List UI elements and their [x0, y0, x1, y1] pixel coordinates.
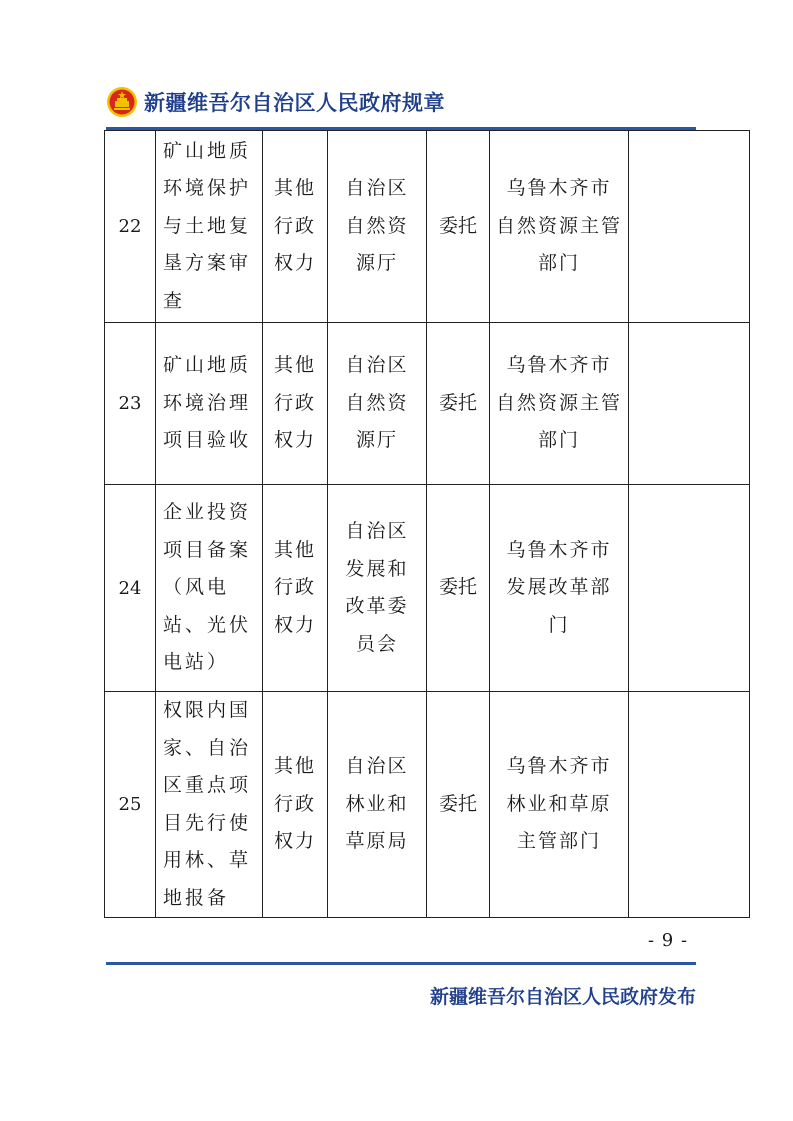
row-number: 23: [105, 323, 156, 485]
row-number: 25: [105, 692, 156, 918]
footer-divider: [106, 962, 696, 965]
page-number: - 9 -: [648, 930, 689, 951]
delegation-table: [104, 130, 750, 918]
document-title: 新疆维吾尔自治区人民政府规章: [144, 90, 445, 115]
item-name: 矿山地质 环境保护 与土地复 垦方案审查: [156, 131, 263, 323]
power-type: 其他 行政 权力: [263, 131, 328, 323]
receiving-department: 乌鲁木齐市 自然资源主管 部门: [490, 131, 629, 323]
implementing-department: 自治区 发展和 改革委 员会: [328, 485, 427, 692]
power-type: 其他 行政 权力: [263, 323, 328, 485]
receiving-department: 乌鲁木齐市 自然资源主管 部门: [490, 323, 629, 485]
power-type: 其他 行政 权力: [263, 485, 328, 692]
page-header: [106, 84, 696, 120]
table-row: [105, 692, 750, 918]
remarks: [629, 131, 750, 323]
delegation-mode: 委托: [427, 692, 490, 918]
table-row: [105, 485, 750, 692]
table-row: [105, 323, 750, 485]
remarks: [629, 323, 750, 485]
implementing-department: 自治区 林业和 草原局: [328, 692, 427, 918]
delegation-mode: 委托: [427, 485, 490, 692]
row-number: 22: [105, 131, 156, 323]
table-row: [105, 131, 750, 323]
item-name: 权限内国 家、自治 区重点项 目先行使 用林、草 地报备: [156, 692, 263, 918]
receiving-department: 乌鲁木齐市 林业和草原 主管部门: [490, 692, 629, 918]
remarks: [629, 692, 750, 918]
item-name: 矿山地质 环境治理 项目验收: [156, 323, 263, 485]
publisher-footer: 新疆维吾尔自治区人民政府发布: [430, 986, 697, 1008]
implementing-department: 自治区 自然资 源厅: [328, 323, 427, 485]
delegation-mode: 委托: [427, 131, 490, 323]
implementing-department: 自治区 自然资 源厅: [328, 131, 427, 323]
row-number: 24: [105, 485, 156, 692]
power-type: 其他 行政 权力: [263, 692, 328, 918]
receiving-department: 乌鲁木齐市 发展改革部 门: [490, 485, 629, 692]
national-emblem-icon: [106, 86, 138, 118]
remarks: [629, 485, 750, 692]
item-name: 企业投资 项目备案 （风电 站、光伏 电站）: [156, 485, 263, 692]
delegation-mode: 委托: [427, 323, 490, 485]
